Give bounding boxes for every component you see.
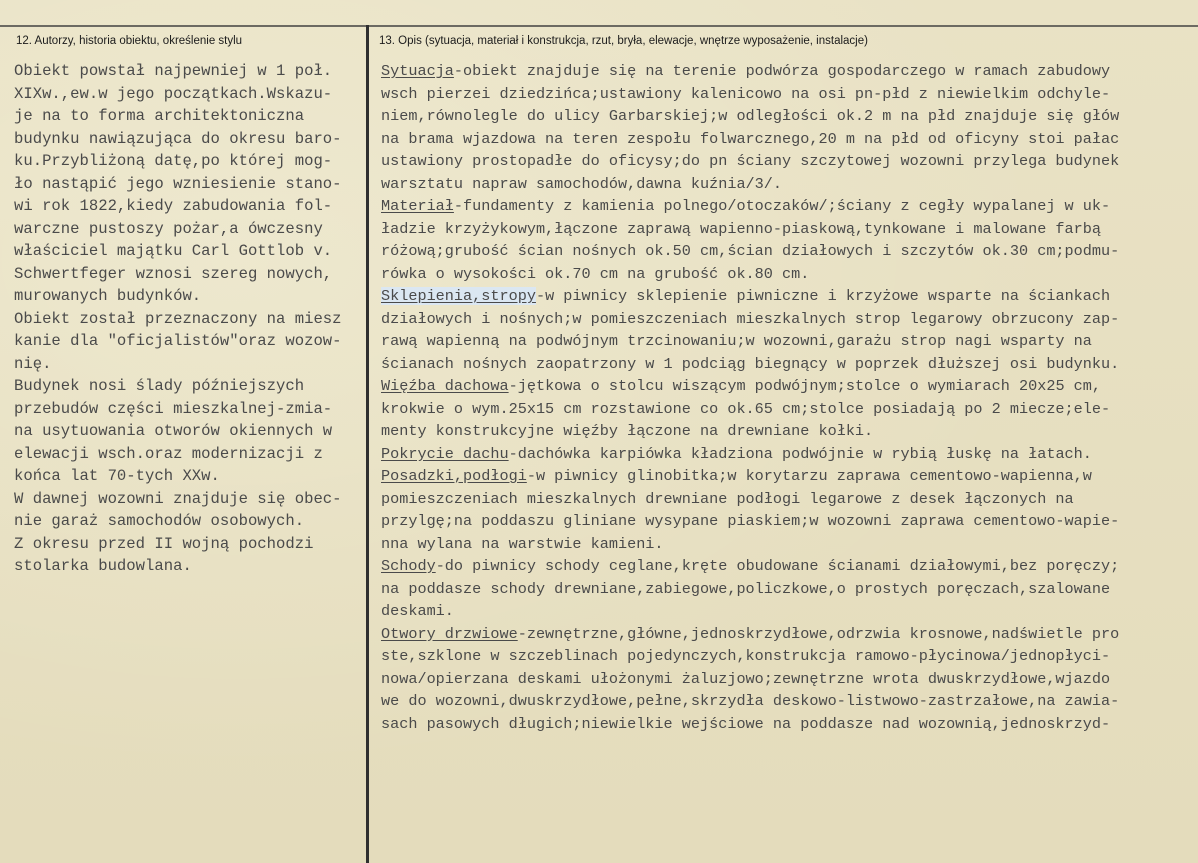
description-line	[381, 128, 1195, 151]
section-heading: Materiał	[381, 197, 454, 215]
history-line: W dawnej wozowni znajduje się obec-	[14, 489, 342, 508]
description-line	[381, 353, 1195, 376]
line-text: sach pasowych długich;niewielkie wejściowe na poddasze nad wozownią,jednoskrzyd-	[381, 714, 1111, 733]
section-heading: Posadzki,podłogi	[381, 467, 527, 485]
line-text: na poddasze schody drewniane,zabiegowe,policzkowe,o prostych poręczach,szalowane	[381, 579, 1111, 598]
history-line: nie garaż samochodów osobowych.	[14, 512, 305, 530]
line-text: -w piwnicy sklepienie piwniczne i krzyżowe wsparte na ściankach	[535, 287, 1111, 305]
line-text: na brama wjazdowa na teren zespołu folwarcznego,20 m na płd od oficyny stoi pałac	[381, 129, 1120, 148]
history-text-column	[14, 60, 362, 578]
line-text: -dachówka karpiówka kładziona podwójnie w rybią łuskę na łatach.	[508, 444, 1092, 463]
description-line	[381, 578, 1195, 601]
description-line	[381, 465, 1195, 488]
line-text: ustawiony prostopadłe do oficysy;do pn ściany szczytowej wozowni przylega budynek	[381, 152, 1120, 170]
history-line: Z okresu przed II wojną pochodzi	[14, 534, 314, 553]
history-line: stolarka budowlana.	[14, 557, 192, 575]
history-line: XIXw.,ew.w jego początkach.Wskazu-	[14, 84, 333, 103]
description-line	[381, 623, 1195, 646]
description-line	[381, 690, 1195, 713]
section-heading: Otwory drzwiowe	[381, 624, 518, 643]
history-line: Obiekt powstał najpewniej w 1 poł.	[14, 62, 333, 80]
section-heading: Pokrycie dachu	[381, 444, 509, 463]
description-line	[381, 240, 1195, 263]
history-line: warczne pustoszy pożar,a ówczesny	[14, 219, 323, 238]
description-line	[381, 420, 1195, 443]
history-line: je na to forma architektoniczna	[14, 107, 305, 125]
description-line	[381, 510, 1195, 533]
history-line: kanie dla "oficjalistów"oraz wozow-	[14, 332, 342, 350]
line-text: przylgę;na poddaszu gliniane wysypane piaskiem;w wozowni zaprawa cementowo-wapie-	[381, 512, 1120, 530]
line-text: niem,równolegle do ulicy Garbarskiej;w odległości ok.2 m na płd znajduje się głów	[381, 107, 1120, 125]
description-line	[381, 285, 1195, 308]
description-line	[381, 488, 1195, 511]
description-line	[381, 533, 1195, 556]
line-text: menty konstrukcyjne więźby łączone na drewniane kołki.	[381, 422, 874, 440]
line-text: różową;grubość ścian nośnych ok.50 cm,ścian działowych i szczytów ok.30 cm;podmu-	[381, 242, 1120, 260]
line-text: nna wylana na warstwie kamieni.	[381, 534, 664, 553]
history-line: Budynek nosi ślady późniejszych	[14, 377, 305, 395]
line-text: działowych i nośnych;w pomieszczeniach mieszkalnych strop legarowy obrzucony zap-	[381, 309, 1120, 328]
line-text: -jętkowa o stolcu wiszącym podwójnym;stolce o wymiarach 20x25 cm,	[508, 377, 1102, 395]
description-line	[381, 263, 1195, 286]
description-line	[381, 60, 1195, 83]
description-line	[381, 645, 1195, 668]
line-text: pomieszczeniach mieszkalnych drewniane podłogi legarowe z desek łączonych na	[381, 489, 1074, 508]
section-heading: Sklepienia,stropy	[381, 287, 536, 305]
history-line: na usytuowania otworów okiennych w	[14, 422, 333, 440]
description-line	[381, 375, 1195, 398]
line-text: -zewnętrzne,główne,jednoskrzydłowe,odrzwia krosnowe,nadświetle pro	[517, 624, 1120, 643]
description-line	[381, 105, 1195, 128]
history-line: budynku nawiązująca do okresu baro-	[14, 129, 342, 148]
history-line: przebudów części mieszkalnej-zmia-	[14, 399, 333, 418]
line-text: warsztatu napraw samochodów,dawna kuźnia/3/.	[381, 174, 783, 193]
history-line: wi rok 1822,kiedy zabudowania fol-	[14, 197, 333, 215]
line-text: ste,szklone w szczeblinach pojedynczych,konstrukcja ramowo-płycinowa/jednopłyci-	[381, 647, 1111, 665]
section-13-header: 13. Opis (sytuacja, materiał i konstrukcja, rzut, bryła, elewacje, wnętrze wyposażenie, instalacje)	[379, 35, 868, 47]
line-text: -obiekt znajduje się na terenie podwórza gospodarczego w ramach zabudowy	[453, 62, 1111, 80]
description-line	[381, 713, 1195, 736]
line-text: -do piwnicy schody ceglane,kręte obudowane ścianami działowymi,bez poręczy;	[435, 557, 1120, 575]
description-line	[381, 600, 1195, 623]
history-line: nię.	[14, 354, 52, 373]
top-rule	[0, 25, 1198, 27]
line-text: ścianach nośnych zaopatrzony w 1 podciąg biegnący w poprzek dłuższej osi budynku.	[381, 354, 1120, 373]
description-line	[381, 308, 1195, 331]
history-line: końca lat 70-tych XXw.	[14, 467, 220, 485]
description-line	[381, 173, 1195, 196]
history-line: Schwertfeger wznosi szereg nowych,	[14, 264, 333, 283]
description-line	[381, 555, 1195, 578]
line-text: nowa/opierzana deskami ułożonymi żaluzjowo;zewnętrzne wrota dwuskrzydłowe,wjazdo	[381, 669, 1111, 688]
line-text: krokwie o wym.25x15 cm rozstawione co ok.65 cm;stolce posiadają po 2 miecze;ele-	[381, 399, 1111, 418]
history-line: ku.Przybliżoną datę,po której mog-	[14, 152, 333, 170]
description-line	[381, 83, 1195, 106]
line-text: rówka o wysokości ok.70 cm na grubość ok.80 cm.	[381, 264, 810, 283]
history-line: ło nastąpić jego wzniesienie stano-	[14, 174, 342, 193]
line-text: -fundamenty z kamienia polnego/otoczaków/;ściany z cegły wypalanej w uk-	[453, 197, 1111, 215]
history-line: Obiekt został przeznaczony na miesz	[14, 309, 342, 328]
column-divider	[366, 25, 369, 863]
description-line	[381, 668, 1195, 691]
description-text-column	[381, 60, 1195, 735]
section-heading: Sytuacja	[381, 62, 454, 80]
history-line: właściciel majątku Carl Gottlob v.	[14, 242, 333, 260]
line-text: ładzie krzyżykowym,łączone zaprawą wapienno-piaskową,tynkowane i malowane farbą	[381, 219, 1102, 238]
line-text: wsch pierzei dziedzińca;ustawiony kalenicowo na osi pn-płd z niewielkim odchyle-	[381, 84, 1111, 103]
history-line: elewacji wsch.oraz modernizacji z	[14, 444, 323, 463]
section-heading: Schody	[381, 557, 436, 575]
line-text: deskami.	[381, 602, 454, 620]
section-12-header: 12. Autorzy, historia obiektu, określenie stylu	[16, 35, 243, 47]
description-line	[381, 195, 1195, 218]
description-line	[381, 330, 1195, 353]
description-line	[381, 218, 1195, 241]
line-text: rawą wapienną na podwójnym trzcinowaniu;w wozowni,garażu strop nagi wsparty na	[381, 332, 1092, 350]
description-line	[381, 150, 1195, 173]
line-text: -w piwnicy glinobitka;w korytarzu zaprawa cementowo-wapienna,w	[526, 467, 1092, 485]
line-text: we do wozowni,dwuskrzydłowe,pełne,skrzydła deskowo-listwowo-zastrzałowe,na zawia-	[381, 692, 1120, 710]
description-line	[381, 443, 1195, 466]
section-heading: Więźba dachowa	[381, 377, 509, 395]
history-line: murowanych budynków.	[14, 287, 202, 305]
description-line	[381, 398, 1195, 421]
